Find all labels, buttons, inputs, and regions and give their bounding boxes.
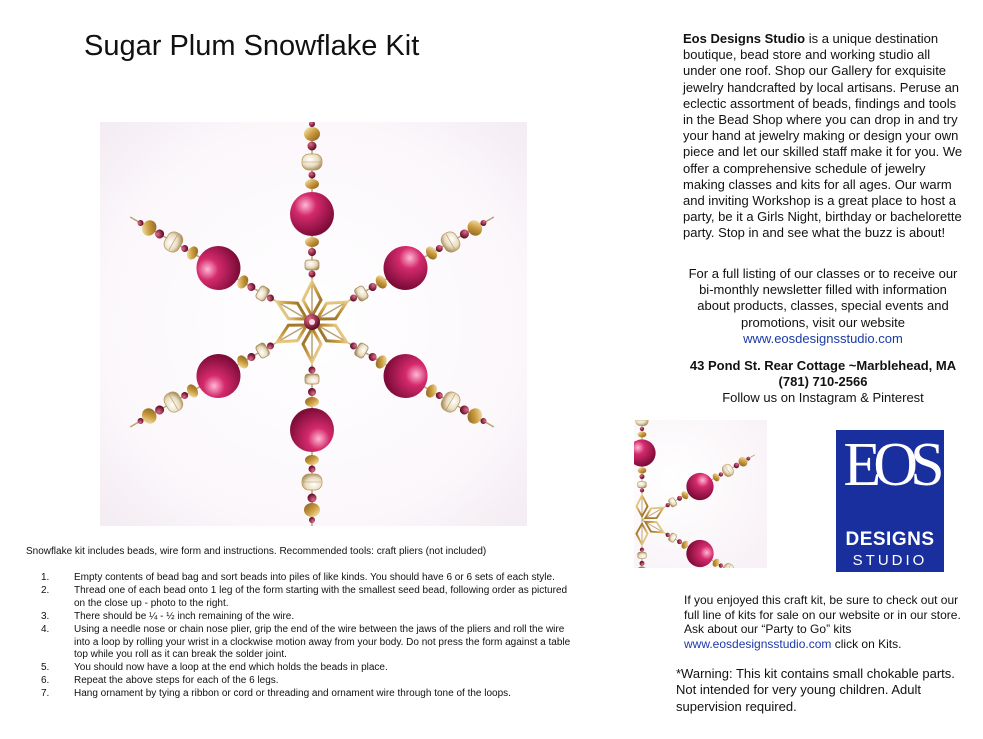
step-text: Repeat the above steps for each of the 6 legs. — [74, 675, 279, 687]
step-number: 4. — [41, 623, 50, 635]
kit-includes: Snowflake kit includes beads, wire form and instructions. Recommended tools: craft pliers (not included) — [26, 546, 487, 557]
step-number: 3. — [41, 610, 50, 622]
about-paragraph — [683, 31, 965, 242]
step-item — [26, 572, 571, 585]
closeup-photo — [634, 420, 767, 568]
page-title: Sugar Plum Snowflake Kit — [84, 30, 420, 62]
street-address: 43 Pond St. Rear Cottage ~Marblehead, MA — [689, 358, 957, 373]
step-number: 1. — [41, 572, 50, 583]
logo-designs: DESIGNS — [845, 529, 935, 550]
step-number: 6. — [41, 675, 50, 687]
warning-text: *Warning: This kit contains small chokable parts. Not intended for very young children. Adult supervision required. — [676, 666, 955, 714]
listing-text: For a full listing of our classes or to receive our bi-monthly newsletter filled with information about products, classes, special events and promotions, visit our website — [688, 266, 958, 330]
step-text: There should be ¼ - ½ inch remaining of the wire. — [74, 610, 295, 622]
step-text: Using a needle nose or chain nose plier, grip the end of the wire between the jaws of the pliers and roll the wire into a loop by rolling your wrist in a clockwise motion away from your body. Do not press the form against a table top while you roll as it can break the solder joint. — [74, 623, 571, 661]
step-item — [26, 662, 571, 675]
step-item — [26, 688, 571, 701]
logo-studio: STUDIO — [852, 552, 928, 569]
website-link[interactable]: www.eosdesignsstudio.com — [743, 330, 903, 346]
instruction-steps — [26, 572, 571, 701]
step-text: Hang ornament by tying a ribbon or cord or threading and ornament wire through tone of the loops. — [74, 688, 511, 700]
step-text: Thread one of each bead onto 1 leg of the form starting with the smallest seed bead, following order as pictured on the close up - photo to the right. — [74, 584, 568, 609]
step-item — [26, 675, 571, 688]
kits-note — [684, 593, 966, 651]
brand-name: Eos Designs Studio — [683, 31, 806, 46]
eos-logo — [836, 430, 944, 572]
snowflake-photo — [100, 122, 527, 526]
listing-paragraph — [683, 266, 963, 347]
address-block — [683, 358, 963, 407]
step-item — [26, 624, 571, 663]
step-item — [26, 611, 571, 624]
logo-letters: EOS — [843, 431, 937, 499]
step-item — [26, 585, 571, 611]
step-number: 5. — [41, 662, 50, 674]
phone-number: (781) 710-2566 — [778, 374, 868, 390]
step-number: 2. — [41, 584, 50, 596]
step-number: 7. — [41, 688, 50, 700]
step-text: Empty contents of bead bag and sort beads into piles of like kinds. You should have 6 or 6 sets of each style. — [74, 572, 555, 583]
social-follow: Follow us on Instagram & Pinterest — [722, 390, 924, 406]
kits-note-text: If you enjoyed this craft kit, be sure to check out our full line of kits for sale on our website or in our store. Ask about our “Party to Go” kits — [684, 593, 961, 637]
kits-website-link[interactable]: www.eosdesignsstudio.com — [684, 636, 832, 651]
kits-note-tail: click on Kits. — [831, 636, 902, 651]
step-text: You should now have a loop at the end which holds the beads in place. — [74, 662, 388, 674]
about-text: is a unique destination boutique, bead store and working studio all under one roof. Shop our Gallery for exquisite jewelry handcrafted by local artisans. Peruse an eclectic assortment of beads, findings and tools in the Bead Shop where you can drop in and try your hand at jewelry making or design your own piece and let our skilled staff make it for you. We offer a comprehensive schedule of jewelry making classes and kits for all ages. Our warm and inviting Workshop is a great place to host a party, be it a Girls Night, birthday or bachelorette party. Stop in and see what the buzz is about! — [683, 31, 963, 241]
